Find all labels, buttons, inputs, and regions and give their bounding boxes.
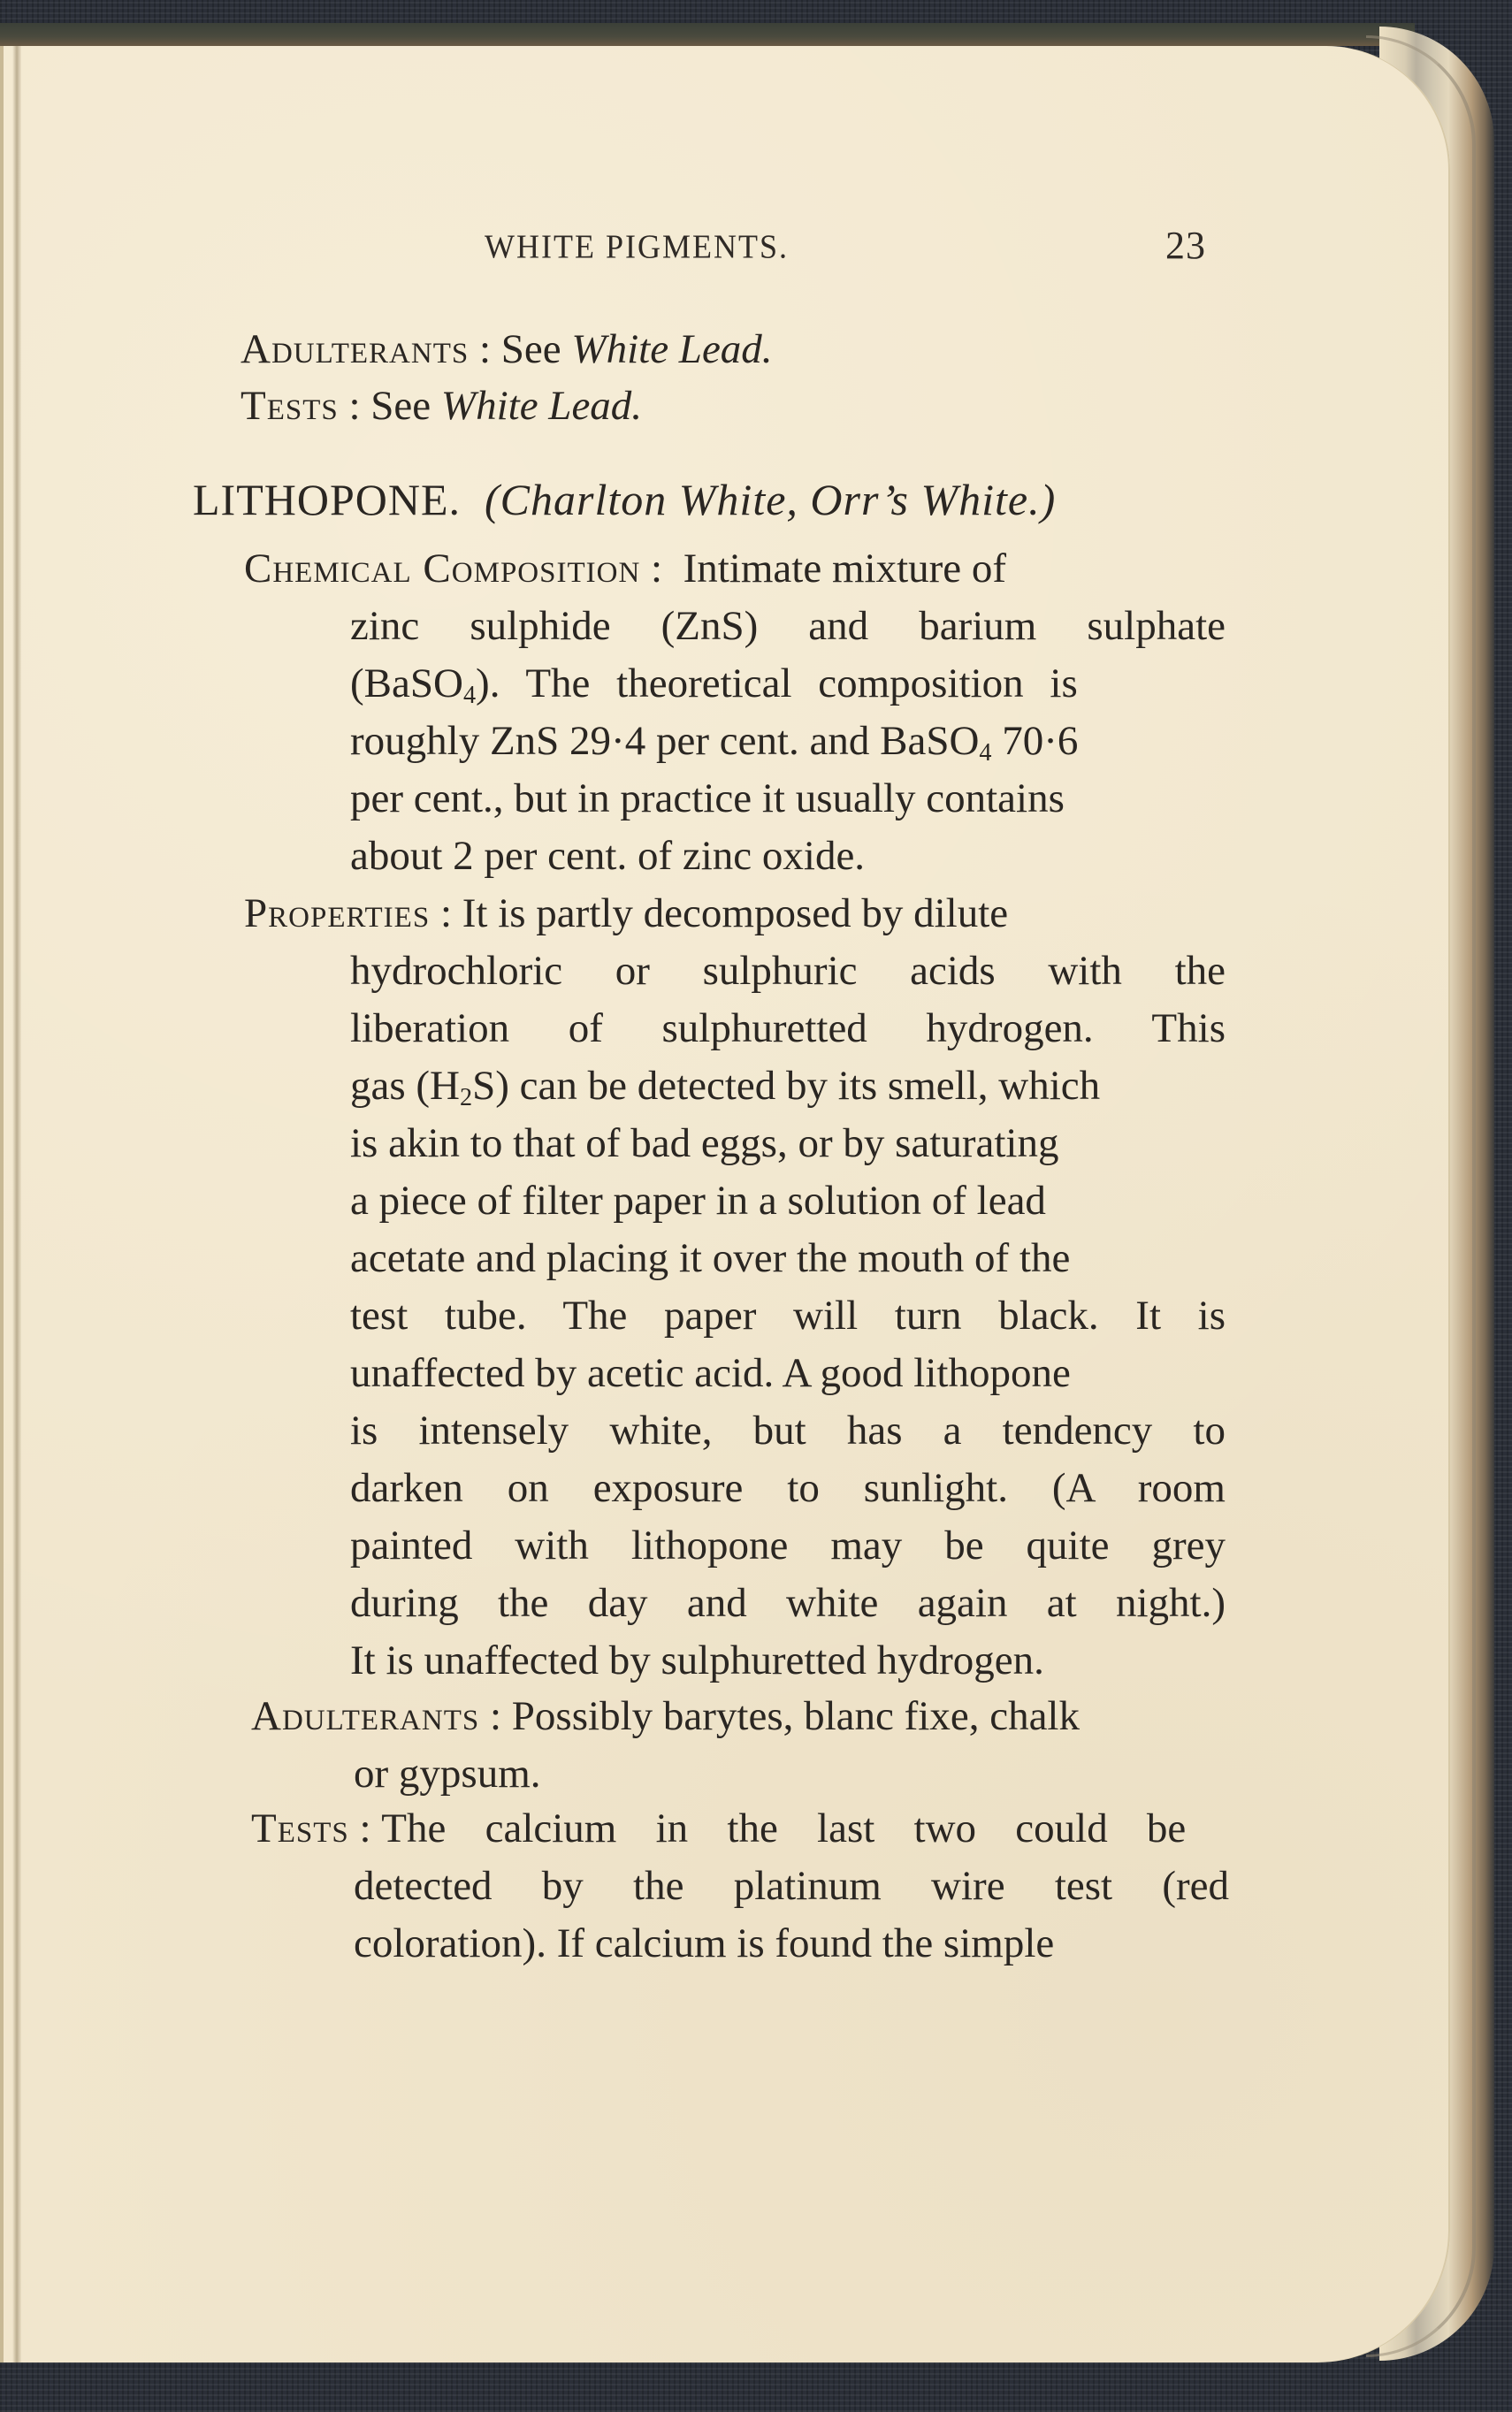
prior-tests-prefix: See [370, 383, 431, 429]
properties-text: hydrochloric or sulphuric acids with the [350, 948, 1226, 994]
properties-line [350, 1180, 1046, 1222]
properties-text: S) can be detected by its smell, which [472, 1063, 1101, 1109]
adulterants-label: Adulterants [251, 1693, 480, 1739]
properties-text: test tube. The paper will turn black. It is [350, 1293, 1226, 1339]
properties-text: during the day and white again at night.) [350, 1580, 1226, 1626]
adulterants-text: or gypsum. [354, 1751, 541, 1797]
properties-text: It is unaffected by sulphuretted hydrogen. [350, 1637, 1044, 1683]
properties-text: painted with lithopone may be quite grey [350, 1523, 1226, 1569]
chem-comp-line [350, 775, 1065, 821]
entry-heading [193, 477, 1056, 522]
subscript: 2 [460, 1084, 473, 1112]
adulterants-text: Possibly barytes, blanc fixe, chalk [511, 1693, 1080, 1739]
chem-comp-text: Intimate mixture of [683, 546, 1007, 592]
properties-line [350, 1235, 1071, 1281]
tests-first-line [251, 1805, 1187, 1851]
properties-line [350, 1410, 1226, 1452]
properties-line [350, 1295, 1226, 1337]
properties-line [350, 1525, 1226, 1567]
prior-adulterants-ref: White Lead. [571, 326, 773, 372]
tests-text: detected by the platinum wire test (red [354, 1863, 1229, 1909]
entry-aliases: (Charlton White, Orr’s White.) [485, 475, 1057, 524]
colon: : [469, 326, 501, 372]
chem-comp-text: ). The theoretical composition is [476, 660, 1078, 706]
adulterants-line [354, 1753, 541, 1795]
colon: : [338, 383, 371, 429]
tests-text: The calcium in the last two could be [381, 1805, 1187, 1851]
properties-text: liberation of sulphuretted hydrogen. This [350, 1005, 1226, 1051]
properties-text: It is partly decomposed by dilute [462, 890, 1009, 936]
colon: : [430, 890, 462, 936]
chem-comp-text: about 2 per cent. of zinc oxide. [350, 833, 866, 879]
properties-text: gas (H [350, 1063, 460, 1109]
subscript: 4 [979, 739, 992, 767]
prior-tests-label: Tests [241, 383, 339, 429]
properties-text: darken on exposure to sunlight. (A room [350, 1465, 1226, 1511]
prior-tests-ref: White Lead. [440, 383, 643, 429]
chem-comp-label: Chemical Composition [244, 546, 641, 592]
chem-comp-line [350, 833, 866, 879]
properties-text: is intensely white, but has a tendency to [350, 1408, 1226, 1454]
properties-first-line [244, 890, 1009, 936]
properties-text: is akin to that of bad eggs, or by saturating [350, 1120, 1059, 1166]
properties-line [350, 1350, 1071, 1396]
properties-text: acetate and placing it over the mouth of the [350, 1235, 1071, 1281]
tests-line [354, 1863, 1229, 1909]
properties-line [350, 1005, 1226, 1051]
properties-line [350, 950, 1226, 992]
properties-text: a piece of filter paper in a solution of lead [350, 1178, 1046, 1224]
chem-comp-text: 70·6 [991, 718, 1079, 764]
chem-comp-first-line [244, 548, 1006, 590]
colon: : [479, 1693, 512, 1739]
chem-comp-line [350, 660, 1078, 710]
page-number: 23 [1165, 224, 1206, 267]
chem-comp-line [350, 718, 1079, 767]
prior-adulterants-prefix: See [500, 326, 561, 372]
properties-label: Properties [244, 890, 431, 936]
subscript: 4 [462, 682, 477, 710]
prior-adulterants-label: Adulterants [241, 326, 470, 372]
tests-label: Tests [251, 1805, 349, 1851]
prior-adulterants-line [241, 326, 773, 372]
chem-comp-text: (BaSO [350, 660, 463, 706]
chem-comp-text: zinc sulphide (ZnS) and barium sulphate [350, 603, 1226, 649]
colon: : [640, 546, 683, 592]
properties-line [350, 1637, 1044, 1683]
adulterants-first-line [251, 1693, 1080, 1739]
chem-comp-text: per cent., but in practice it usually contains [350, 775, 1065, 821]
chem-comp-text: roughly ZnS 29·4 per cent. and BaSO [350, 718, 980, 764]
properties-line [350, 1580, 1226, 1626]
prior-tests-line [241, 385, 642, 427]
properties-text: unaffected by acetic acid. A good lithopone [350, 1350, 1071, 1396]
tests-text: coloration). If calcium is found the simple [354, 1920, 1055, 1966]
properties-line [350, 1465, 1226, 1511]
properties-line [350, 1063, 1101, 1112]
running-head: WHITE PIGMENTS. [485, 228, 789, 265]
tests-line [354, 1920, 1055, 1966]
entry-title: LITHOPONE. [193, 475, 462, 524]
properties-line [350, 1120, 1059, 1166]
colon: : [348, 1805, 382, 1851]
chem-comp-line [350, 603, 1226, 649]
